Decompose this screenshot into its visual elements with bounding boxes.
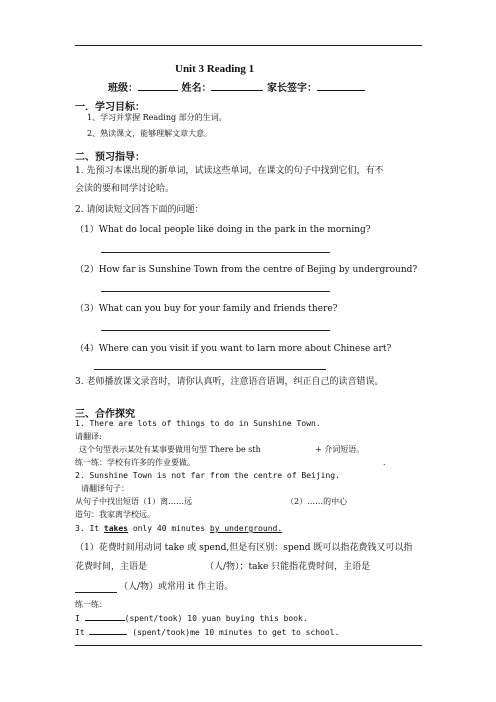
goal-item: 2、熟读课文，能够理解文章大意。: [87, 129, 213, 138]
question-4: （4）Where can you visit if you want to larn more about Chinese art?: [75, 344, 392, 354]
phrase-1: 从句子中找出短语（1）离……远: [75, 497, 193, 506]
class-blank[interactable]: [138, 90, 178, 91]
preview-step2: 2. 请阅读短文回答下面的问题：: [75, 205, 204, 215]
answer-line-3[interactable]: [101, 330, 330, 331]
bottom-rule: [75, 645, 422, 646]
answer-line-1[interactable]: [101, 252, 330, 253]
exercise-2-blank[interactable]: [89, 634, 127, 635]
make-sentence: 造句：我家离学校远。: [75, 510, 155, 519]
translate-label-1: 请翻译:: [75, 432, 102, 441]
practice-3-label: 练一练：: [75, 600, 107, 609]
usage-note-line2a: 花费时间，主语是: [75, 562, 148, 572]
keyword-takes: takes: [103, 524, 128, 533]
usage-note-line3: （人/物）或常用 it 作主语。: [119, 582, 234, 592]
pattern-note-b: + 介词短语。: [315, 445, 365, 454]
preview-step1-line1: 1. 先预习本课出现的新单词，试读这些单词，在课文的句子中找到它们，有不: [75, 166, 384, 176]
phrase-2: （2）……的中心: [286, 497, 348, 506]
exercise-2-start: It: [75, 628, 90, 637]
parent-signature-blank[interactable]: [317, 90, 365, 91]
preview-step1-line2: 会读的要和同学讨论哈。: [75, 184, 175, 194]
sentence-1: 1. There are lots of things to do in Sunshine Town.: [75, 419, 321, 428]
sentence-3: [75, 524, 282, 534]
exercise-2-rest: (spent/took)me 10 minutes to get to school.: [127, 628, 340, 637]
exercise-1-blank[interactable]: [85, 620, 125, 621]
sentence-3-underlined: by underground.: [209, 524, 283, 533]
answer-line-4[interactable]: [94, 369, 326, 370]
exercise-1: [75, 614, 308, 624]
exercise-1-start: I: [75, 614, 85, 623]
section1-heading: 一．学习目标：: [75, 102, 145, 113]
usage-note-line1: （1）花费时间用动词 take 或 spend,但是有区别：spend 既可以指花费钱又可以指: [75, 543, 413, 553]
page-title: Unit 3 Reading 1: [175, 63, 255, 75]
preview-step3: 3. 老师播放课文录音时，请你认真听，注意语音语调，纠正自己的读音错误。: [75, 377, 384, 387]
class-label: 班级：: [108, 83, 138, 94]
question-2: （2）How far is Sunshine Town from the centre of Bejing by underground?: [75, 265, 418, 275]
parent-signature-label: 家长签字：: [266, 83, 317, 94]
answer-line-2[interactable]: [101, 291, 330, 292]
practice-1: 练一练：学校有许多的作业要做。: [75, 458, 195, 467]
usage-note-line2b: （人/物）；take 只能指花费时间，主语是: [205, 562, 371, 572]
sentence-3-start: 3. It: [75, 524, 104, 533]
section3-heading: 三、合作探究: [75, 409, 135, 420]
question-1: （1）What do local people like doing in the park in the morning?: [75, 225, 371, 235]
sentence-2: 2. Sunshine Town is not far from the centre of Beijing.: [75, 471, 340, 480]
name-blank[interactable]: [211, 90, 263, 91]
translate-label-2: 请翻译句子：: [81, 484, 129, 493]
top-rule: [75, 45, 422, 46]
usage-blank[interactable]: [75, 592, 117, 593]
practice-1-end: .: [383, 458, 386, 467]
sentence-3-middle: only 40 minutes: [128, 524, 210, 533]
goal-item: 1、学习并掌握 Reading 部分的生词。: [87, 113, 227, 122]
pattern-note-a: 这个句型表示某处有某事要做用句型 There be sth: [79, 445, 261, 454]
header-fields: [108, 79, 365, 94]
exercise-1-rest: (spent/took) 10 yuan buying this book.: [124, 614, 308, 623]
exercise-2: [75, 628, 339, 638]
question-3: （3）What can you buy for your family and friends there?: [75, 304, 338, 314]
section2-heading: 二、预习指导：: [75, 152, 145, 163]
name-label: 姓名：: [181, 83, 212, 94]
